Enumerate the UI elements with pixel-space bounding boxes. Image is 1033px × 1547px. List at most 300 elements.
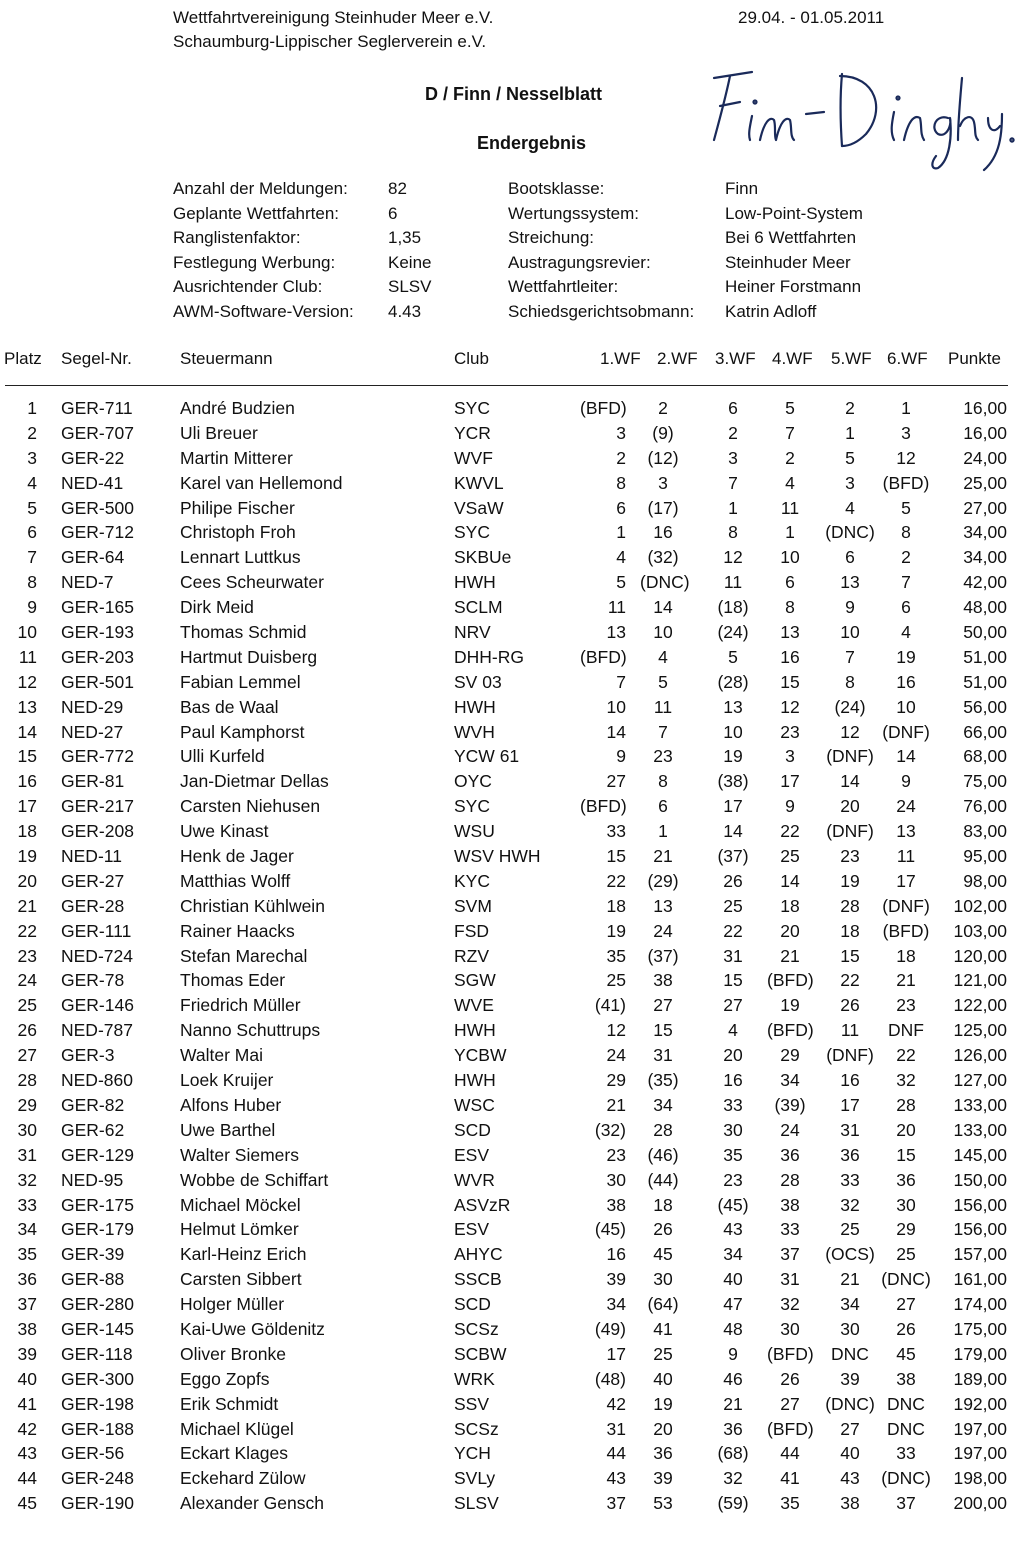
cell-wf6: 29 (896, 1219, 916, 1240)
info-value: 4.43 (388, 301, 422, 321)
cell-wf5: 9 (845, 597, 855, 618)
cell-platz: 14 (17, 721, 37, 742)
cell-wf2: 7 (658, 721, 668, 742)
cell-steuermann: Uli Breuer (180, 422, 258, 443)
table-row (0, 1342, 1033, 1367)
cell-club: KWVL (454, 472, 504, 493)
cell-wf1: 31 (606, 1418, 626, 1439)
cell-wf1: 21 (606, 1094, 626, 1115)
cell-wf1: 19 (606, 920, 626, 941)
cell-wf5: 14 (840, 771, 860, 792)
cell-wf4: 10 (780, 547, 800, 568)
cell-punkte: 150,00 (953, 1169, 1007, 1190)
cell-club: WVE (454, 995, 494, 1016)
cell-wf1: 29 (606, 1070, 626, 1091)
cell-wf2: 13 (653, 895, 673, 916)
cell-wf1: 38 (606, 1194, 626, 1215)
cell-wf5: 10 (840, 622, 860, 643)
cell-wf4: 8 (785, 597, 795, 618)
cell-club: HWH (454, 1070, 496, 1091)
header-wf6: 6.WF (887, 349, 928, 368)
cell-wf1: 22 (606, 870, 626, 891)
table-row (0, 1392, 1033, 1417)
cell-punkte: 197,00 (953, 1418, 1007, 1439)
cell-wf1: 30 (606, 1169, 626, 1190)
cell-wf5: 6 (845, 547, 855, 568)
info-value: Low-Point-System (725, 203, 863, 223)
cell-wf5: 20 (840, 796, 860, 817)
cell-wf2: (44) (647, 1169, 679, 1190)
header-club: Club (454, 349, 489, 368)
cell-wf1: 11 (607, 597, 626, 618)
cell-wf4: 32 (780, 1294, 800, 1315)
cell-segel-nr: GER-118 (61, 1343, 133, 1364)
cell-wf3: 34 (723, 1244, 743, 1265)
cell-wf1: 3 (616, 422, 626, 443)
table-row (0, 520, 1033, 545)
cell-segel-nr: GER-27 (61, 870, 125, 891)
cell-segel-nr: NED-95 (61, 1169, 124, 1190)
cell-punkte: 125,00 (953, 1020, 1007, 1041)
cell-punkte: 174,00 (953, 1294, 1007, 1315)
header-wf1: 1.WF (600, 349, 641, 368)
cell-steuermann: Martin Mitterer (180, 447, 293, 468)
table-row (0, 1043, 1033, 1068)
cell-club: SYC (454, 796, 490, 817)
cell-wf4: 6 (785, 572, 795, 593)
cell-wf1: 43 (606, 1468, 626, 1489)
cell-steuermann: Nanno Schuttrups (180, 1020, 321, 1041)
info-label: Wettfahrtleiter: (508, 277, 619, 296)
cell-wf4: 1 (785, 522, 795, 543)
cell-wf3: 20 (723, 1045, 743, 1066)
cell-wf2: (35) (647, 1070, 679, 1091)
cell-platz: 22 (17, 920, 37, 941)
cell-wf5: 34 (840, 1294, 860, 1315)
cell-wf4: 29 (780, 1045, 800, 1066)
cell-wf4: 30 (780, 1318, 800, 1339)
cell-wf6: 23 (896, 995, 916, 1016)
cell-wf4: 38 (780, 1194, 800, 1215)
cell-wf5: 2 (845, 398, 855, 418)
cell-wf2: 53 (653, 1493, 673, 1514)
cell-wf4: 31 (780, 1269, 800, 1290)
cell-club: SKBUe (454, 547, 512, 568)
cell-punkte: 102,00 (953, 895, 1007, 916)
cell-platz: 42 (17, 1418, 37, 1439)
cell-steuermann: Eggo Zopfs (180, 1368, 270, 1389)
cell-punkte: 179,00 (953, 1343, 1007, 1364)
cell-wf6: 10 (896, 696, 916, 717)
cell-club: OYC (454, 771, 492, 792)
cell-wf3: 33 (723, 1094, 743, 1115)
cell-wf3: 19 (723, 746, 743, 767)
cell-club: SCSz (454, 1318, 499, 1339)
cell-wf6: (BFD) (882, 472, 930, 493)
table-row (0, 720, 1033, 745)
cell-wf6: 17 (896, 870, 916, 891)
cell-wf1: (BFD) (580, 796, 627, 817)
cell-steuermann: André Budzien (180, 398, 295, 418)
cell-club: WSV HWH (454, 846, 541, 867)
cell-wf5: 13 (840, 572, 860, 593)
cell-wf4: 27 (780, 1393, 800, 1414)
table-row (0, 894, 1033, 919)
cell-wf2: 24 (653, 920, 673, 941)
info-label: Streichung: (508, 228, 594, 247)
table-row (0, 1466, 1033, 1491)
cell-segel-nr: GER-500 (61, 497, 134, 518)
cell-wf6: 3 (901, 422, 911, 443)
cell-wf1: (32) (594, 1119, 626, 1140)
organizer-line-2: Schaumburg-Lippischer Seglerverein e.V. (173, 32, 487, 51)
info-value: Keine (388, 252, 432, 272)
cell-wf5: 23 (840, 846, 860, 867)
cell-platz: 13 (17, 696, 37, 717)
cell-punkte: 83,00 (963, 821, 1007, 842)
cell-wf3: 25 (723, 895, 743, 916)
info-label: Anzahl der Meldungen: (173, 179, 348, 198)
cell-punkte: 68,00 (963, 746, 1007, 767)
cell-wf3: 31 (723, 945, 743, 966)
cell-wf2: 14 (653, 597, 673, 618)
table-row (0, 670, 1033, 695)
cell-wf3: 9 (728, 1343, 738, 1364)
info-value: 1,35 (388, 228, 422, 247)
table-row (0, 471, 1033, 496)
cell-wf4: 9 (785, 796, 795, 817)
cell-wf1: 9 (616, 746, 626, 767)
cell-wf6: (DNF) (882, 721, 930, 742)
cell-wf3: 48 (723, 1318, 743, 1339)
cell-punkte: 121,00 (953, 970, 1007, 991)
cell-wf6: 45 (896, 1343, 916, 1364)
cell-steuermann: Holger Müller (180, 1294, 285, 1315)
cell-wf3: 8 (728, 522, 738, 543)
cell-segel-nr: GER-711 (61, 398, 133, 418)
cell-club: SCD (454, 1294, 491, 1315)
cell-wf5: 40 (840, 1443, 860, 1464)
cell-wf3: (18) (717, 597, 749, 618)
cell-club: KYC (454, 870, 490, 891)
cell-wf1: (BFD) (580, 398, 627, 418)
cell-wf1: 27 (606, 771, 626, 792)
cell-platz: 20 (17, 870, 37, 891)
cell-platz: 45 (17, 1493, 37, 1514)
header-wf2: 2.WF (657, 349, 698, 368)
cell-punkte: 95,00 (963, 846, 1007, 867)
cell-punkte: 42,00 (963, 572, 1007, 593)
info-label: Ranglistenfaktor: (173, 228, 301, 247)
cell-punkte: 126,00 (953, 1045, 1007, 1066)
cell-club: SYC (454, 398, 490, 418)
cell-wf5: 18 (840, 920, 860, 941)
table-row (0, 645, 1033, 670)
cell-wf5: 1 (845, 422, 855, 443)
cell-punkte: 133,00 (953, 1119, 1007, 1140)
cell-wf6: 33 (896, 1443, 916, 1464)
table-row (0, 1242, 1033, 1267)
cell-wf2: 36 (653, 1443, 673, 1464)
cell-wf2: 8 (658, 771, 668, 792)
cell-wf6: 32 (896, 1070, 916, 1091)
cell-steuermann: Dirk Meid (180, 597, 254, 618)
cell-wf1: 37 (606, 1493, 626, 1514)
cell-platz: 9 (27, 597, 37, 618)
cell-wf6: 28 (896, 1094, 916, 1115)
cell-club: SSV (454, 1393, 490, 1414)
info-value: Finn (725, 179, 759, 198)
cell-club: YCR (454, 422, 491, 443)
cell-wf3: 15 (723, 970, 743, 991)
cell-wf5: (OCS) (825, 1244, 875, 1265)
cell-platz: 15 (17, 746, 37, 767)
table-row (0, 1068, 1033, 1093)
cell-club: HWH (454, 1020, 496, 1041)
cell-steuermann: Christoph Froh (180, 522, 296, 543)
table-row (0, 1118, 1033, 1143)
cell-club: SYC (454, 522, 490, 543)
cell-steuermann: Henk de Jager (180, 846, 294, 867)
cell-club: SCLM (454, 597, 503, 618)
cell-wf4: 7 (785, 422, 795, 443)
cell-platz: 43 (17, 1443, 37, 1464)
cell-club: YCH (454, 1443, 491, 1464)
cell-segel-nr: GER-111 (61, 920, 132, 941)
cell-steuermann: Hartmut Duisberg (180, 646, 318, 667)
cell-wf5: 3 (845, 472, 855, 493)
cell-wf1: 39 (606, 1269, 626, 1290)
cell-wf6: 38 (896, 1368, 916, 1389)
cell-wf2: 2 (658, 398, 668, 418)
cell-wf1: 4 (616, 547, 626, 568)
cell-club: SV 03 (454, 671, 502, 692)
table-row (0, 1317, 1033, 1342)
cell-wf3: 27 (723, 995, 743, 1016)
header-wf4: 4.WF (772, 349, 813, 368)
table-row (0, 794, 1033, 819)
cell-wf2: 26 (653, 1219, 673, 1240)
cell-wf6: DNC (887, 1418, 925, 1439)
cell-wf4: 4 (785, 472, 795, 493)
cell-punkte: 200,00 (953, 1493, 1007, 1514)
cell-wf5: 7 (845, 646, 855, 667)
cell-punkte: 98,00 (963, 870, 1007, 891)
cell-punkte: 50,00 (963, 622, 1007, 643)
cell-platz: 37 (17, 1294, 37, 1315)
cell-wf4: 34 (780, 1070, 800, 1091)
cell-wf3: 35 (723, 1144, 743, 1165)
cell-wf1: (BFD) (580, 646, 627, 667)
cell-segel-nr: GER-3 (61, 1045, 115, 1066)
cell-wf3: (59) (717, 1493, 749, 1514)
cell-segel-nr: GER-193 (61, 622, 134, 643)
info-value: Bei 6 Wettfahrten (725, 228, 857, 247)
cell-wf6: DNC (887, 1393, 925, 1414)
cell-punkte: 127,00 (953, 1070, 1007, 1091)
cell-wf3: (38) (717, 771, 749, 792)
header-wf5: 5.WF (831, 349, 872, 368)
cell-segel-nr: NED-787 (61, 1020, 133, 1041)
cell-steuermann: Friedrich Müller (180, 995, 301, 1016)
cell-wf4: (BFD) (767, 1343, 814, 1364)
cell-wf5: 12 (840, 721, 860, 742)
cell-wf1: (49) (594, 1318, 626, 1339)
cell-segel-nr: GER-712 (61, 522, 134, 543)
cell-wf3: 3 (728, 447, 738, 468)
cell-wf4: 21 (780, 945, 800, 966)
cell-punkte: 175,00 (953, 1318, 1007, 1339)
cell-platz: 44 (17, 1468, 37, 1489)
cell-platz: 19 (17, 846, 37, 867)
cell-wf2: 34 (653, 1094, 673, 1115)
table-row (0, 1168, 1033, 1193)
cell-wf3: 4 (728, 1020, 738, 1041)
info-label: AWM-Software-Version: (173, 301, 354, 321)
cell-wf3: (68) (717, 1443, 749, 1464)
cell-wf4: 17 (780, 771, 800, 792)
cell-platz: 24 (17, 970, 37, 991)
table-row (0, 919, 1033, 944)
cell-punkte: 16,00 (963, 422, 1007, 443)
info-label: Geplante Wettfahrten: (173, 203, 340, 223)
cell-punkte: 27,00 (963, 497, 1007, 518)
cell-club: WSU (454, 821, 495, 842)
cell-steuermann: Ulli Kurfeld (180, 746, 265, 767)
cell-wf2: 38 (653, 970, 673, 991)
cell-wf3: 11 (723, 572, 743, 593)
cell-wf6: 36 (896, 1169, 916, 1190)
cell-wf1: 17 (606, 1343, 626, 1364)
cell-wf2: (32) (647, 547, 679, 568)
cell-wf5: 27 (840, 1418, 860, 1439)
cell-wf4: 25 (780, 846, 800, 867)
cell-segel-nr: GER-248 (61, 1468, 134, 1489)
cell-wf2: 23 (653, 746, 673, 767)
cell-wf5: (DNC) (825, 1393, 875, 1414)
cell-wf2: 15 (653, 1020, 673, 1041)
table-row (0, 1441, 1033, 1466)
info-value: Steinhuder Meer (725, 252, 851, 272)
table-row (0, 545, 1033, 570)
cell-platz: 32 (17, 1169, 37, 1190)
cell-wf5: 31 (840, 1119, 860, 1140)
cell-platz: 2 (27, 422, 37, 443)
cell-wf1: (45) (594, 1219, 626, 1240)
cell-wf6: 20 (896, 1119, 916, 1140)
cell-segel-nr: GER-88 (61, 1269, 125, 1290)
cell-wf6: 24 (896, 796, 916, 817)
cell-wf5: 11 (840, 1020, 860, 1041)
cell-wf4: 22 (780, 821, 800, 842)
cell-club: ESV (454, 1144, 490, 1165)
cell-wf4: (BFD) (767, 1418, 814, 1439)
cell-wf1: 44 (606, 1443, 626, 1464)
cell-wf3: 26 (723, 870, 743, 891)
cell-steuermann: Stefan Marechal (180, 945, 308, 966)
cell-steuermann: Karl-Heinz Erich (180, 1244, 307, 1265)
info-left-values (388, 177, 431, 324)
cell-segel-nr: NED-41 (61, 472, 124, 493)
cell-wf6: 8 (901, 522, 911, 543)
cell-segel-nr: GER-129 (61, 1144, 134, 1165)
cell-punkte: 48,00 (963, 597, 1007, 618)
cell-segel-nr: GER-280 (61, 1294, 134, 1315)
table-row (0, 1491, 1033, 1516)
cell-wf6: (DNC) (881, 1269, 931, 1290)
cell-segel-nr: NED-860 (61, 1070, 133, 1091)
cell-wf5: 43 (840, 1468, 860, 1489)
cell-wf1: 14 (606, 721, 626, 742)
cell-steuermann: Carsten Niehusen (180, 796, 321, 817)
table-row (0, 396, 1033, 421)
cell-wf3: 17 (723, 796, 743, 817)
cell-steuermann: Oliver Bronke (180, 1343, 287, 1364)
table-row (0, 819, 1033, 844)
cell-steuermann: Erik Schmidt (180, 1393, 279, 1414)
cell-wf4: 24 (780, 1119, 800, 1140)
cell-wf5: 30 (840, 1318, 860, 1339)
cell-platz: 8 (27, 572, 37, 593)
cell-platz: 26 (17, 1020, 37, 1041)
cell-steuermann: Matthias Wolff (180, 870, 291, 891)
cell-wf1: 12 (606, 1020, 626, 1041)
cell-club: SCSz (454, 1418, 499, 1439)
cell-punkte: 66,00 (963, 721, 1007, 742)
cell-platz: 36 (17, 1269, 37, 1290)
cell-wf6: 5 (901, 497, 911, 518)
cell-steuermann: Alexander Gensch (180, 1493, 324, 1514)
cell-steuermann: Christian Kühlwein (180, 895, 325, 916)
cell-wf3: 16 (723, 1070, 743, 1091)
cell-wf2: (12) (647, 447, 679, 468)
cell-segel-nr: GER-179 (61, 1219, 134, 1240)
cell-wf4: 16 (780, 646, 800, 667)
cell-wf4: 23 (780, 721, 800, 742)
cell-wf3: 21 (723, 1393, 743, 1414)
cell-wf6: (DNC) (881, 1468, 931, 1489)
cell-wf3: 22 (723, 920, 743, 941)
table-row (0, 769, 1033, 794)
cell-wf6: DNF (888, 1020, 924, 1041)
cell-punkte: 56,00 (963, 696, 1007, 717)
cell-club: SCBW (454, 1343, 507, 1364)
cell-segel-nr: GER-217 (61, 796, 134, 817)
cell-segel-nr: GER-188 (61, 1418, 134, 1439)
cell-punkte: 75,00 (963, 771, 1007, 792)
cell-segel-nr: GER-772 (61, 746, 134, 767)
cell-steuermann: Michael Möckel (180, 1194, 301, 1215)
cell-wf6: 21 (896, 970, 916, 991)
cell-club: WVH (454, 721, 495, 742)
cell-punkte: 122,00 (953, 995, 1007, 1016)
cell-club: DHH-RG (454, 646, 524, 667)
cell-wf6: 4 (901, 622, 911, 643)
cell-wf5: (DNC) (825, 522, 875, 543)
cell-segel-nr: GER-145 (61, 1318, 134, 1339)
cell-wf2: (DNC) (640, 572, 690, 593)
cell-wf3: (24) (717, 622, 749, 643)
cell-wf4: (BFD) (767, 970, 814, 991)
cell-club: SCD (454, 1119, 491, 1140)
cell-wf1: 7 (616, 671, 626, 692)
info-value: Heiner Forstmann (725, 277, 862, 296)
cell-steuermann: Paul Kamphorst (180, 721, 305, 742)
cell-wf1: (41) (594, 995, 626, 1016)
cell-steuermann: Uwe Barthel (180, 1119, 276, 1140)
results-table-header (0, 349, 1033, 373)
cell-wf1: 6 (616, 497, 626, 518)
